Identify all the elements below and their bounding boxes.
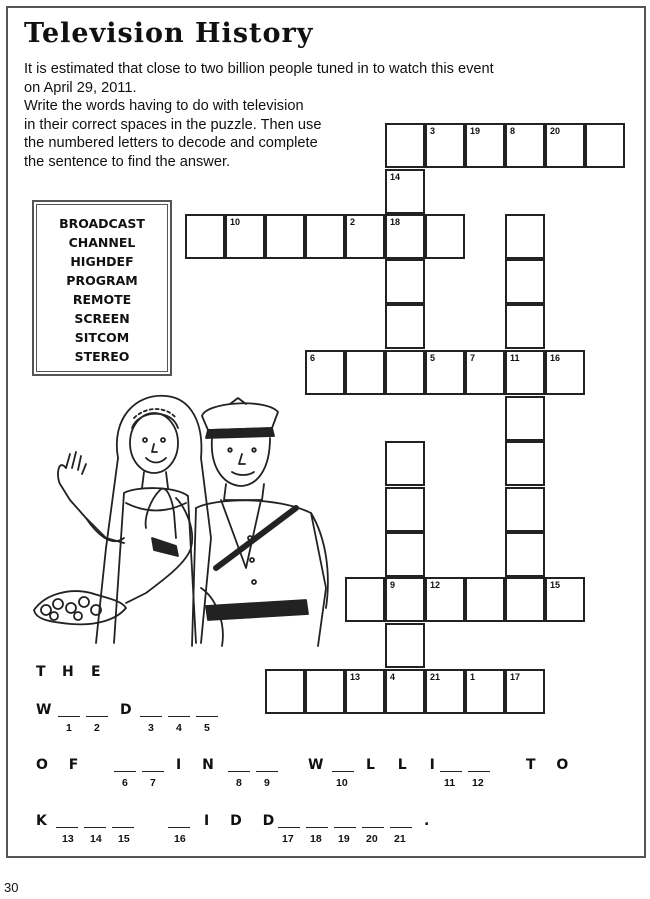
blank-number: 14 xyxy=(90,833,102,845)
letter-blank[interactable] xyxy=(362,813,384,828)
cell-number: 16 xyxy=(550,353,561,363)
crossword-cell[interactable] xyxy=(505,304,545,349)
letter-blank[interactable] xyxy=(440,757,462,772)
cell-number: 20 xyxy=(550,126,561,136)
crossword-cell[interactable] xyxy=(345,669,385,714)
intro-line: on April 29, 2011. xyxy=(24,79,137,96)
answer-letter: D xyxy=(120,702,132,718)
crossword-cell[interactable] xyxy=(425,669,465,714)
letter-blank[interactable] xyxy=(278,813,300,828)
blank-number: 13 xyxy=(62,833,74,845)
answer-word: O F xyxy=(36,757,87,773)
letter-blank[interactable] xyxy=(140,702,162,717)
cell-number: 13 xyxy=(350,672,361,682)
word-list-item: CHANNEL xyxy=(68,235,136,250)
crossword-cell[interactable] xyxy=(465,577,505,622)
crossword-cell[interactable] xyxy=(265,669,305,714)
crossword-cell[interactable] xyxy=(265,214,305,259)
cell-number: 4 xyxy=(390,672,396,682)
blank-number: 10 xyxy=(336,777,348,789)
crossword-cell[interactable] xyxy=(385,577,425,622)
answer-word: I N xyxy=(176,757,222,773)
crossword-cell[interactable] xyxy=(345,577,385,622)
crossword-cell[interactable] xyxy=(545,123,585,168)
letter-blank[interactable] xyxy=(142,757,164,772)
crossword-cell[interactable] xyxy=(505,396,545,441)
word-list-item: SCREEN xyxy=(74,311,130,326)
crossword-cell[interactable] xyxy=(305,669,345,714)
cell-number: 7 xyxy=(470,353,476,363)
crossword-cell[interactable] xyxy=(385,350,425,395)
answer-letter: W xyxy=(308,757,324,773)
crossword-cell[interactable] xyxy=(425,214,465,259)
blank-number: 6 xyxy=(122,777,128,789)
crossword-cell[interactable] xyxy=(505,532,545,577)
cell-number: 15 xyxy=(550,580,561,590)
crossword-cell[interactable] xyxy=(385,169,425,214)
page-title: Television History xyxy=(24,18,314,49)
blank-number: 20 xyxy=(366,833,378,845)
word-list-item: BROADCAST xyxy=(59,216,145,231)
word-list-item: PROGRAM xyxy=(66,273,138,288)
blank-number: 1 xyxy=(66,722,72,734)
cell-number: 2 xyxy=(350,217,356,227)
crossword-cell[interactable] xyxy=(545,577,585,622)
crossword-cell[interactable] xyxy=(505,669,545,714)
word-list-item: HIGHDEF xyxy=(70,254,134,269)
crossword-cell[interactable] xyxy=(505,441,545,486)
letter-blank[interactable] xyxy=(334,813,356,828)
blank-number: 8 xyxy=(236,777,242,789)
crossword-cell[interactable] xyxy=(385,669,425,714)
blank-number: 4 xyxy=(176,722,182,734)
crossword-cell[interactable] xyxy=(505,259,545,304)
crossword-cell[interactable] xyxy=(305,214,345,259)
crossword-cell[interactable] xyxy=(385,487,425,532)
crossword-cell[interactable] xyxy=(505,214,545,259)
letter-blank[interactable] xyxy=(168,813,190,828)
crossword-cell[interactable] xyxy=(425,123,465,168)
blank-number: 18 xyxy=(310,833,322,845)
cell-number: 6 xyxy=(310,353,316,363)
cell-number: 8 xyxy=(510,126,516,136)
letter-blank[interactable] xyxy=(58,702,80,717)
word-list-item: REMOTE xyxy=(72,292,132,307)
crossword-cell[interactable] xyxy=(305,350,345,395)
letter-blank[interactable] xyxy=(256,757,278,772)
answer-word: L L I xyxy=(366,757,444,773)
word-list-item: STEREO xyxy=(74,349,130,364)
answer-letter: K xyxy=(36,813,47,829)
cell-number: 9 xyxy=(390,580,396,590)
blank-number: 11 xyxy=(444,777,456,789)
letter-blank[interactable] xyxy=(468,757,490,772)
cell-number: 14 xyxy=(390,172,401,182)
word-list-box xyxy=(32,200,172,376)
blank-number: 5 xyxy=(204,722,210,734)
cell-number: 3 xyxy=(430,126,436,136)
cell-number: 19 xyxy=(470,126,481,136)
blank-number: 2 xyxy=(94,722,100,734)
letter-blank[interactable] xyxy=(228,757,250,772)
wedding-couple-illustration xyxy=(26,388,346,650)
letter-blank[interactable] xyxy=(112,813,134,828)
blank-number: 17 xyxy=(282,833,294,845)
letter-blank[interactable] xyxy=(56,813,78,828)
intro-line: in their correct spaces in the puzzle. Then use xyxy=(24,116,322,133)
crossword-cell[interactable] xyxy=(505,577,545,622)
cell-number: 1 xyxy=(470,672,476,682)
blank-number: 19 xyxy=(338,833,350,845)
blank-number: 12 xyxy=(472,777,484,789)
page-number: 30 xyxy=(4,880,19,895)
cell-number: 10 xyxy=(230,217,241,227)
crossword-cell[interactable] xyxy=(185,214,225,259)
crossword-cell[interactable] xyxy=(505,487,545,532)
crossword-cell[interactable] xyxy=(465,350,505,395)
cell-number: 12 xyxy=(430,580,441,590)
letter-blank[interactable] xyxy=(306,813,328,828)
crossword-cell[interactable] xyxy=(385,214,425,259)
letter-blank[interactable] xyxy=(168,702,190,717)
intro-line: It is estimated that close to two billion people tuned in to watch this event xyxy=(24,61,494,77)
crossword-cell[interactable] xyxy=(465,123,505,168)
intro-line: the sentence to find the answer. xyxy=(24,153,231,170)
letter-blank[interactable] xyxy=(332,757,354,772)
crossword-cell[interactable] xyxy=(385,623,425,668)
crossword-cell[interactable] xyxy=(505,123,545,168)
blank-number: 21 xyxy=(394,833,406,845)
cell-number: 18 xyxy=(390,217,401,227)
answer-word: I D D xyxy=(204,813,283,829)
letter-blank[interactable] xyxy=(390,813,412,828)
blank-number: 16 xyxy=(174,833,186,845)
intro-line: Write the words having to do with television xyxy=(24,98,304,114)
crossword-cell[interactable] xyxy=(385,304,425,349)
crossword-cell[interactable] xyxy=(385,123,425,168)
crossword-cell[interactable] xyxy=(425,350,465,395)
answer-word: T O xyxy=(526,757,577,773)
answer-letter: H xyxy=(62,664,74,680)
cell-number: 5 xyxy=(430,353,436,363)
crossword-cell[interactable] xyxy=(385,441,425,486)
cell-number: 21 xyxy=(430,672,441,682)
crossword-cell[interactable] xyxy=(225,214,265,259)
letter-blank[interactable] xyxy=(196,702,218,717)
blank-number: 3 xyxy=(148,722,154,734)
crossword-cell[interactable] xyxy=(545,350,585,395)
crossword-cell[interactable] xyxy=(345,214,385,259)
blank-number: 15 xyxy=(118,833,130,845)
blank-number: 7 xyxy=(150,777,156,789)
answer-letter: T xyxy=(36,664,46,680)
crossword-cell[interactable] xyxy=(385,532,425,577)
crossword-cell[interactable] xyxy=(385,259,425,304)
crossword-cell[interactable] xyxy=(585,123,625,168)
crossword-cell[interactable] xyxy=(425,577,465,622)
crossword-cell[interactable] xyxy=(465,669,505,714)
blank-number: 9 xyxy=(264,777,270,789)
crossword-cell[interactable] xyxy=(345,350,385,395)
answer-letter: W xyxy=(36,702,52,718)
word-list-item: SITCOM xyxy=(74,330,130,345)
letter-blank[interactable] xyxy=(114,757,136,772)
letter-blank[interactable] xyxy=(84,813,106,828)
period: . xyxy=(424,813,430,829)
answer-letter: E xyxy=(91,664,101,680)
cell-number: 17 xyxy=(510,672,521,682)
cell-number: 11 xyxy=(510,353,520,363)
letter-blank[interactable] xyxy=(86,702,108,717)
crossword-cell[interactable] xyxy=(505,350,545,395)
intro-line: the numbered letters to decode and complete xyxy=(24,135,318,151)
